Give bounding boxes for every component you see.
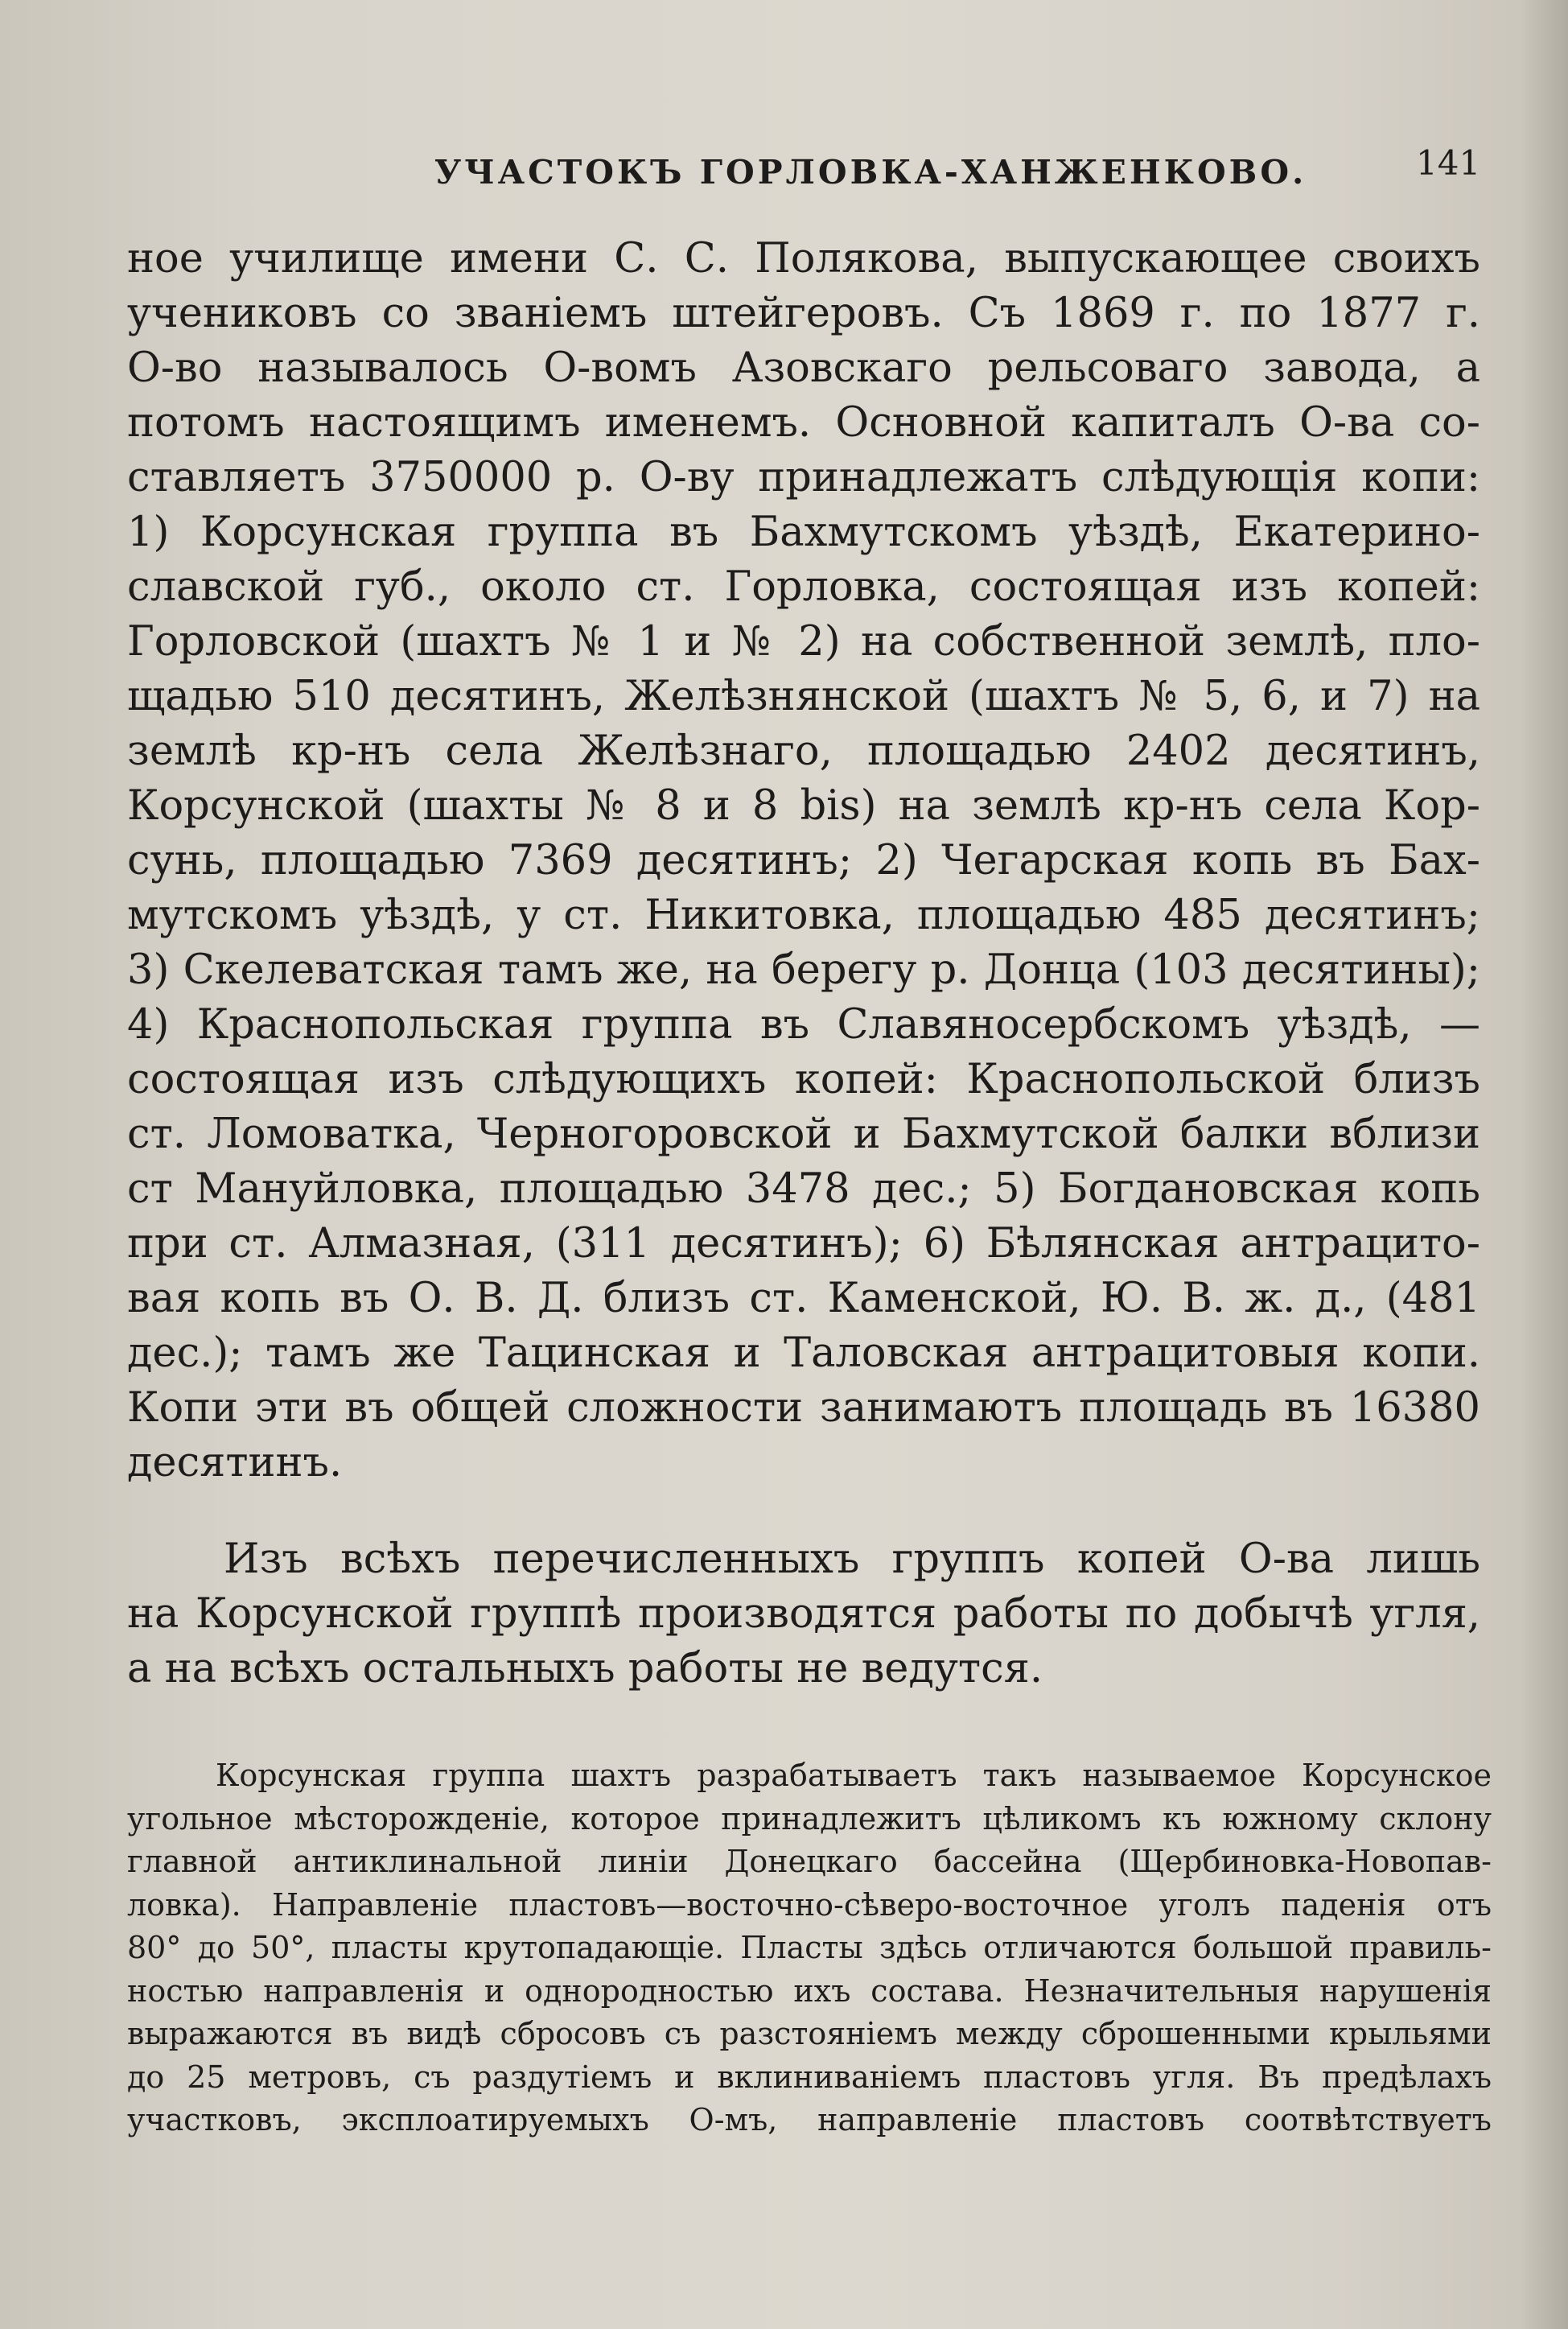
second-paragraph <box>127 1532 1480 1696</box>
text-line: 4) Краснопольская группа въ Славяносербскомъ уѣздѣ, — <box>127 1001 1480 1049</box>
text-line: О-во называлось О-вомъ Азовскаго рельсоваго завода, а <box>127 344 1480 392</box>
text-line: славской губ., около ст. Горловка, состоящая изъ копей: <box>127 563 1480 611</box>
text-line: десятинъ. <box>127 1439 343 1486</box>
text-line: 1) Корсунская группа въ Бахмутскомъ уѣздѣ, Екатерино- <box>127 509 1480 556</box>
small-text-line: Корсунская группа шахтъ разрабатываетъ такъ называемое Корсунское <box>216 1758 1492 1793</box>
text-line: 3) Скелеватская тамъ же, на берегу р. Донца (103 десятины); <box>127 946 1480 994</box>
small-text-line: 80° до 50°, пласты крутопадающіе. Пласты здѣсь отличаются большой правиль- <box>127 1930 1492 1965</box>
text-line: ст Мануйловка, площадью 3478 дес.; 5) Богдановская копь <box>127 1165 1480 1213</box>
text-line: учениковъ со званіемъ штейгеровъ. Съ 1869 г. по 1877 г. <box>127 290 1480 337</box>
text-line: мутскомъ уѣздѣ, у ст. Никитовка, площадью 485 десятинъ; <box>127 892 1480 939</box>
text-line: состоящая изъ слѣдующихъ копей: Краснопольской близъ <box>127 1056 1480 1103</box>
text-line: Копи эти въ общей сложности занимаютъ площадь въ 16380 <box>127 1384 1480 1432</box>
text-line: при ст. Алмазная, (311 десятинъ); 6) Бѣлянская антрацито- <box>127 1220 1480 1268</box>
small-text-line: ностью направленія и однородностью ихъ состава. Незначительныя нарушенія <box>127 1972 1492 2009</box>
text-line: вая копь въ О. В. Д. близъ ст. Каменской, Ю. В. ж. д., (481 <box>127 1275 1480 1322</box>
page-edge-shadow <box>1520 0 1568 2329</box>
text-line: землѣ кр-нъ села Желѣзнаго, площадью 2402 десятинъ, <box>127 728 1480 775</box>
text-line: Изъ всѣхъ перечисленныхъ группъ копей О-ва лишь <box>224 1535 1480 1583</box>
text-line: на Корсунской группѣ производятся работы по добычѣ угля, <box>127 1590 1480 1638</box>
small-text-line: ловка). Направленіе пластовъ—восточно-сѣверо-восточное уголъ паденія отъ <box>127 1886 1492 1923</box>
small-print-paragraph <box>127 1754 1492 2142</box>
small-text-line: угольное мѣсторожденіе, которое принадлежитъ цѣликомъ къ южному склону <box>127 1800 1492 1836</box>
text-line: сунь, площадью 7369 десятинъ; 2) Чегарская копь въ Бах- <box>127 837 1480 884</box>
page-header <box>0 143 1568 200</box>
text-line: потомъ настоящимъ именемъ. Основной капиталъ О-ва со- <box>127 399 1480 447</box>
small-text-line: участковъ, эксплоатируемыхъ О-мъ, направленіе пластовъ соотвѣтствуетъ <box>127 2102 1492 2137</box>
small-text-line: до 25 метровъ, съ раздутіемъ и вклиниваніемъ пластовъ угля. Въ предѣлахъ <box>127 2059 1492 2095</box>
text-line: щадью 510 десятинъ, Желѣзнянской (шахтъ № 5, 6, и 7) на <box>127 673 1480 720</box>
text-line: Корсунской (шахты № 8 и 8 bis) на землѣ кр-нъ села Кор- <box>127 782 1480 830</box>
text-line: Горловской (шахтъ № 1 и № 2) на собственной землѣ, пло- <box>127 618 1480 666</box>
page-number: 141 <box>1416 143 1481 183</box>
small-text-line: главной антиклинальной линіи Донецкаго бассейна (Щербиновка-Новопав- <box>127 1844 1492 1879</box>
text-line: а на всѣхъ остальныхъ работы не ведутся. <box>127 1645 1043 1692</box>
text-line: ное училище имени С. С. Полякова, выпускающее своихъ <box>127 235 1480 282</box>
text-line: ст. Ломоватка, Черногоровской и Бахмутской балки вблизи <box>127 1111 1480 1158</box>
text-line: дес.); тамъ же Тацинская и Таловская антрацитовыя копи. <box>127 1329 1480 1377</box>
small-text-line: выражаются въ видѣ сбросовъ съ разстояніемъ между сброшенными крыльями <box>127 2016 1492 2051</box>
main-paragraph <box>127 232 1480 1490</box>
text-line: ставляетъ 3750000 р. О-ву принадлежатъ слѣдующія копи: <box>127 454 1480 501</box>
running-head: УЧАСТОКЪ ГОРЛОВКА-ХАНЖЕНКОВО. <box>434 153 1307 192</box>
